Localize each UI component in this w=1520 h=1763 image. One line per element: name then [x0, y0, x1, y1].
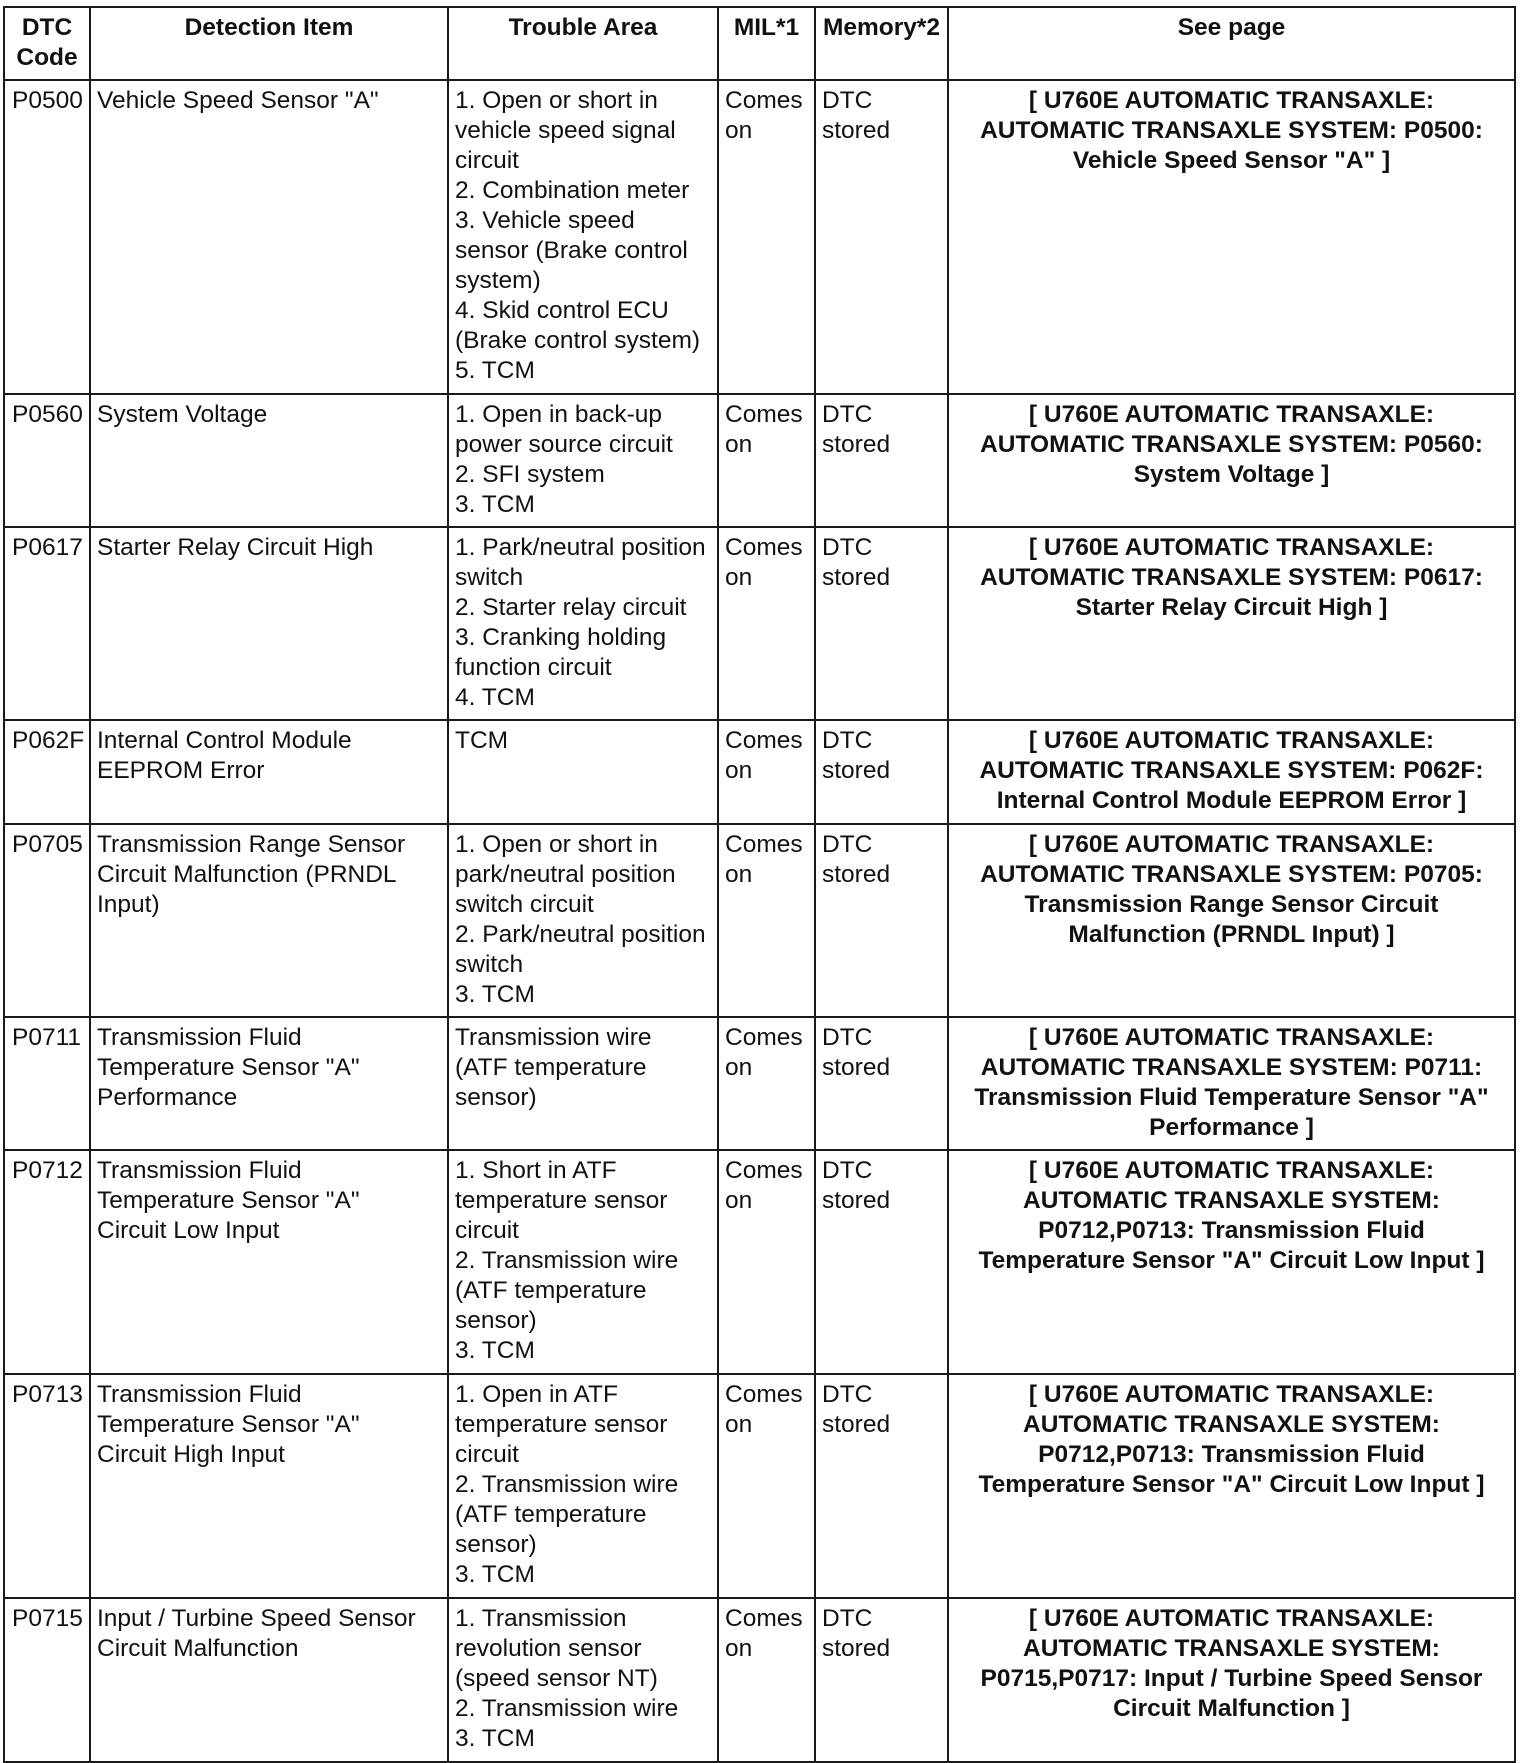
- detection-item-line: Temperature Sensor "A": [97, 1411, 360, 1438]
- memory-line: DTC: [822, 534, 873, 561]
- table-body: [4, 80, 1515, 1762]
- see-page-line: [ U760E AUTOMATIC TRANSAXLE:: [1028, 727, 1435, 754]
- mil-line: on: [725, 1635, 753, 1662]
- trouble-area-line: 2. Transmission wire: [455, 1471, 679, 1498]
- trouble-area-line: function circuit: [455, 654, 612, 681]
- mil-cell: [718, 1017, 815, 1150]
- trouble-area-line: 3. TCM: [455, 1337, 535, 1364]
- detection-item-line: Circuit High Input: [97, 1441, 285, 1468]
- see-page-line: Circuit Malfunction ]: [1113, 1695, 1350, 1722]
- mil-cell: [718, 527, 815, 720]
- memory-line: stored: [822, 117, 891, 144]
- trouble-area-line: Transmission wire: [455, 1024, 652, 1051]
- detection-item-cell: [90, 1017, 448, 1150]
- table-row: [4, 1150, 1515, 1374]
- detection-item-line: Transmission Range Sensor: [97, 831, 406, 858]
- see-page-line: [ U760E AUTOMATIC TRANSAXLE:: [1028, 1157, 1435, 1184]
- table-row: [4, 527, 1515, 720]
- trouble-area-cell: [448, 1150, 718, 1374]
- see-page-line: [ U760E AUTOMATIC TRANSAXLE:: [1028, 1024, 1435, 1051]
- trouble-area-line: power source circuit: [455, 431, 673, 458]
- see-page-link[interactable]: [948, 824, 1515, 1017]
- trouble-area-cell: [448, 720, 718, 824]
- mil-line: on: [725, 1187, 753, 1214]
- mil-line: Comes: [725, 831, 803, 858]
- trouble-area-line: (ATF temperature: [455, 1054, 647, 1081]
- memory-line: DTC: [822, 401, 873, 428]
- memory-line: stored: [822, 1187, 891, 1214]
- trouble-area-line: temperature sensor: [455, 1187, 668, 1214]
- trouble-area-line: park/neutral position: [455, 861, 676, 888]
- mil-line: Comes: [725, 727, 803, 754]
- trouble-area-line: vehicle speed signal: [455, 117, 676, 144]
- dtc-code-cell: P0560: [4, 394, 90, 527]
- see-page-line: [ U760E AUTOMATIC TRANSAXLE:: [1028, 401, 1435, 428]
- detection-item-line: Circuit Malfunction: [97, 1635, 299, 1662]
- detection-item-line: Performance: [97, 1084, 238, 1111]
- see-page-line: Malfunction (PRNDL Input) ]: [1068, 921, 1395, 948]
- trouble-area-line: circuit: [455, 147, 519, 174]
- detection-item-cell: [90, 80, 448, 394]
- see-page-line: Temperature Sensor "A" Circuit Low Input ]: [978, 1471, 1485, 1498]
- detection-item-cell: [90, 824, 448, 1017]
- trouble-area-line: 3. Vehicle speed: [455, 207, 635, 234]
- trouble-area-line: temperature sensor: [455, 1411, 668, 1438]
- table-row: [4, 720, 1515, 824]
- see-page-line: [ U760E AUTOMATIC TRANSAXLE:: [1028, 1381, 1435, 1408]
- table-row: [4, 80, 1515, 394]
- see-page-line: [ U760E AUTOMATIC TRANSAXLE:: [1028, 831, 1435, 858]
- trouble-area-line: 2. Transmission wire: [455, 1247, 679, 1274]
- trouble-area-line: switch: [455, 951, 524, 978]
- dtc-code-cell: P0705: [4, 824, 90, 1017]
- header-row: [4, 7, 1515, 80]
- dtc-code-cell: P062F: [4, 720, 90, 824]
- memory-cell: [815, 824, 948, 1017]
- mil-line: Comes: [725, 87, 803, 114]
- see-page-line: AUTOMATIC TRANSAXLE SYSTEM: P0617:: [980, 564, 1483, 591]
- trouble-area-line: switch circuit: [455, 891, 594, 918]
- memory-line: DTC: [822, 831, 873, 858]
- see-page-line: [ U760E AUTOMATIC TRANSAXLE:: [1028, 534, 1435, 561]
- memory-line: DTC: [822, 87, 873, 114]
- table-row: [4, 1017, 1515, 1150]
- see-page-line: AUTOMATIC TRANSAXLE SYSTEM: P0711:: [980, 1054, 1483, 1081]
- see-page-line: AUTOMATIC TRANSAXLE SYSTEM: P0560:: [980, 431, 1483, 458]
- dtc-code-cell: P0617: [4, 527, 90, 720]
- see-page-line: AUTOMATIC TRANSAXLE SYSTEM:: [1023, 1187, 1440, 1214]
- detection-item-cell: [90, 720, 448, 824]
- dtc-code-cell: P0500: [4, 80, 90, 394]
- header-dtc-code: DTC Code: [4, 7, 90, 80]
- trouble-area-cell: [448, 1017, 718, 1150]
- memory-line: stored: [822, 431, 891, 458]
- memory-cell: [815, 394, 948, 527]
- trouble-area-line: 2. Starter relay circuit: [455, 594, 687, 621]
- memory-cell: [815, 1017, 948, 1150]
- mil-line: on: [725, 431, 753, 458]
- memory-cell: [815, 1150, 948, 1374]
- detection-item-line: Transmission Fluid: [97, 1157, 302, 1184]
- header-see-page: See page: [948, 7, 1515, 80]
- detection-item-line: Starter Relay Circuit High: [97, 534, 374, 561]
- see-page-line: AUTOMATIC TRANSAXLE SYSTEM:: [1023, 1635, 1440, 1662]
- trouble-area-line: (Brake control system): [455, 327, 701, 354]
- memory-line: DTC: [822, 1605, 873, 1632]
- detection-item-cell: [90, 1150, 448, 1374]
- trouble-area-cell: [448, 1598, 718, 1762]
- detection-item-line: Circuit Malfunction (PRNDL: [97, 861, 397, 888]
- see-page-line: Performance ]: [1149, 1114, 1314, 1141]
- trouble-area-line: 2. SFI system: [455, 461, 605, 488]
- trouble-area-line: 4. Skid control ECU: [455, 297, 669, 324]
- see-page-link[interactable]: [948, 1150, 1515, 1374]
- trouble-area-line: 1. Open or short in: [455, 831, 658, 858]
- see-page-link[interactable]: [948, 1598, 1515, 1762]
- detection-item-line: Transmission Fluid: [97, 1024, 302, 1051]
- trouble-area-line: 4. TCM: [455, 684, 535, 711]
- table-row: [4, 1374, 1515, 1598]
- trouble-area-line: 3. Cranking holding: [455, 624, 667, 651]
- detection-item-cell: [90, 1598, 448, 1762]
- trouble-area-line: TCM: [455, 727, 509, 754]
- memory-cell: [815, 527, 948, 720]
- detection-item-line: Temperature Sensor "A": [97, 1054, 360, 1081]
- dtc-table: [3, 6, 1516, 1763]
- see-page-line: Transmission Range Sensor Circuit: [1024, 891, 1439, 918]
- trouble-area-cell: [448, 527, 718, 720]
- memory-line: DTC: [822, 1381, 873, 1408]
- memory-cell: [815, 1598, 948, 1762]
- detection-item-line: Vehicle Speed Sensor "A": [97, 87, 379, 114]
- mil-cell: [718, 1150, 815, 1374]
- detection-item-line: Transmission Fluid: [97, 1381, 302, 1408]
- detection-item-line: System Voltage: [97, 401, 268, 428]
- see-page-line: AUTOMATIC TRANSAXLE SYSTEM: P0705:: [980, 861, 1483, 888]
- trouble-area-line: (ATF temperature: [455, 1501, 647, 1528]
- see-page-line: Vehicle Speed Sensor "A" ]: [1072, 147, 1391, 174]
- detection-item-cell: [90, 527, 448, 720]
- detection-item-line: EEPROM Error: [97, 757, 265, 784]
- trouble-area-line: 3. TCM: [455, 1561, 535, 1588]
- detection-item-cell: [90, 1374, 448, 1598]
- see-page-link[interactable]: [948, 720, 1515, 824]
- see-page-line: Temperature Sensor "A" Circuit Low Input ]: [978, 1247, 1485, 1274]
- mil-line: Comes: [725, 1381, 803, 1408]
- see-page-line: P0712,P0713: Transmission Fluid: [1038, 1441, 1425, 1468]
- memory-line: stored: [822, 1054, 891, 1081]
- trouble-area-line: sensor): [455, 1531, 537, 1558]
- memory-cell: [815, 1374, 948, 1598]
- trouble-area-line: 2. Combination meter: [455, 177, 690, 204]
- trouble-area-cell: [448, 824, 718, 1017]
- see-page-link[interactable]: [948, 1374, 1515, 1598]
- memory-cell: [815, 720, 948, 824]
- trouble-area-line: 5. TCM: [455, 357, 535, 384]
- trouble-area-line: system): [455, 267, 541, 294]
- trouble-area-line: sensor): [455, 1307, 537, 1334]
- trouble-area-line: (speed sensor NT): [455, 1665, 658, 1692]
- trouble-area-line: circuit: [455, 1217, 519, 1244]
- mil-cell: [718, 1598, 815, 1762]
- header-memory: Memory*2: [815, 7, 948, 80]
- see-page-line: AUTOMATIC TRANSAXLE SYSTEM: P062F:: [979, 757, 1484, 784]
- see-page-line: [ U760E AUTOMATIC TRANSAXLE:: [1028, 87, 1435, 114]
- mil-line: Comes: [725, 1024, 803, 1051]
- table-row: [4, 824, 1515, 1017]
- mil-line: on: [725, 564, 753, 591]
- dtc-code-cell: P0715: [4, 1598, 90, 1762]
- detection-item-line: Temperature Sensor "A": [97, 1187, 360, 1214]
- memory-line: stored: [822, 757, 891, 784]
- mil-cell: [718, 720, 815, 824]
- detection-item-cell: [90, 394, 448, 527]
- mil-cell: [718, 80, 815, 394]
- mil-cell: [718, 1374, 815, 1598]
- dtc-code-cell: P0711: [4, 1017, 90, 1150]
- see-page-line: System Voltage ]: [1133, 461, 1330, 488]
- mil-line: on: [725, 1054, 753, 1081]
- mil-line: on: [725, 757, 753, 784]
- memory-cell: [815, 80, 948, 394]
- trouble-area-line: sensor (Brake control: [455, 237, 688, 264]
- dtc-code-cell: P0712: [4, 1150, 90, 1374]
- memory-line: stored: [822, 564, 891, 591]
- trouble-area-line: sensor): [455, 1084, 537, 1111]
- trouble-area-line: 1. Open in ATF: [455, 1381, 618, 1408]
- mil-line: on: [725, 117, 753, 144]
- trouble-area-line: circuit: [455, 1441, 519, 1468]
- trouble-area-line: 3. TCM: [455, 1725, 535, 1752]
- trouble-area-line: 1. Park/neutral position: [455, 534, 706, 561]
- trouble-area-line: 2. Transmission wire: [455, 1695, 679, 1722]
- trouble-area-cell: [448, 1374, 718, 1598]
- see-page-line: Starter Relay Circuit High ]: [1075, 594, 1388, 621]
- detection-item-line: Input): [97, 891, 160, 918]
- see-page-line: P0712,P0713: Transmission Fluid: [1038, 1217, 1425, 1244]
- mil-line: Comes: [725, 1157, 803, 1184]
- dtc-code-cell: P0713: [4, 1374, 90, 1598]
- see-page-link[interactable]: [948, 1017, 1515, 1150]
- see-page-link[interactable]: [948, 394, 1515, 527]
- trouble-area-cell: [448, 80, 718, 394]
- memory-line: DTC: [822, 1157, 873, 1184]
- memory-line: stored: [822, 1411, 891, 1438]
- trouble-area-line: 3. TCM: [455, 491, 535, 518]
- mil-line: Comes: [725, 534, 803, 561]
- see-page-line: [ U760E AUTOMATIC TRANSAXLE:: [1028, 1605, 1435, 1632]
- trouble-area-line: 1. Open in back-up: [455, 401, 663, 428]
- table-row: [4, 394, 1515, 527]
- mil-cell: [718, 824, 815, 1017]
- trouble-area-line: 1. Open or short in: [455, 87, 658, 114]
- memory-line: stored: [822, 861, 891, 888]
- memory-line: stored: [822, 1635, 891, 1662]
- trouble-area-line: 1. Short in ATF: [455, 1157, 617, 1184]
- trouble-area-cell: [448, 394, 718, 527]
- see-page-line: AUTOMATIC TRANSAXLE SYSTEM:: [1023, 1411, 1440, 1438]
- header-detection-item: Detection Item: [90, 7, 448, 80]
- trouble-area-line: 3. TCM: [455, 981, 535, 1008]
- see-page-line: Transmission Fluid Temperature Sensor "A": [974, 1084, 1489, 1111]
- detection-item-line: Circuit Low Input: [97, 1217, 280, 1244]
- mil-line: Comes: [725, 401, 803, 428]
- see-page-link[interactable]: [948, 527, 1515, 720]
- see-page-line: AUTOMATIC TRANSAXLE SYSTEM: P0500:: [980, 117, 1483, 144]
- memory-line: DTC: [822, 1024, 873, 1051]
- mil-cell: [718, 394, 815, 527]
- see-page-link[interactable]: [948, 80, 1515, 394]
- table-row: [4, 1598, 1515, 1762]
- mil-line: on: [725, 861, 753, 888]
- header-trouble-area: Trouble Area: [448, 7, 718, 80]
- trouble-area-line: switch: [455, 564, 524, 591]
- trouble-area-line: (ATF temperature: [455, 1277, 647, 1304]
- trouble-area-line: 2. Park/neutral position: [455, 921, 706, 948]
- trouble-area-line: 1. Transmission: [455, 1605, 627, 1632]
- mil-line: Comes: [725, 1605, 803, 1632]
- detection-item-line: Internal Control Module: [97, 727, 352, 754]
- header-mil: MIL*1: [718, 7, 815, 80]
- see-page-line: P0715,P0717: Input / Turbine Speed Sensor: [980, 1665, 1483, 1692]
- detection-item-line: Input / Turbine Speed Sensor: [97, 1605, 416, 1632]
- memory-line: DTC: [822, 727, 873, 754]
- mil-line: on: [725, 1411, 753, 1438]
- see-page-line: Internal Control Module EEPROM Error ]: [996, 787, 1467, 814]
- trouble-area-line: revolution sensor: [455, 1635, 642, 1662]
